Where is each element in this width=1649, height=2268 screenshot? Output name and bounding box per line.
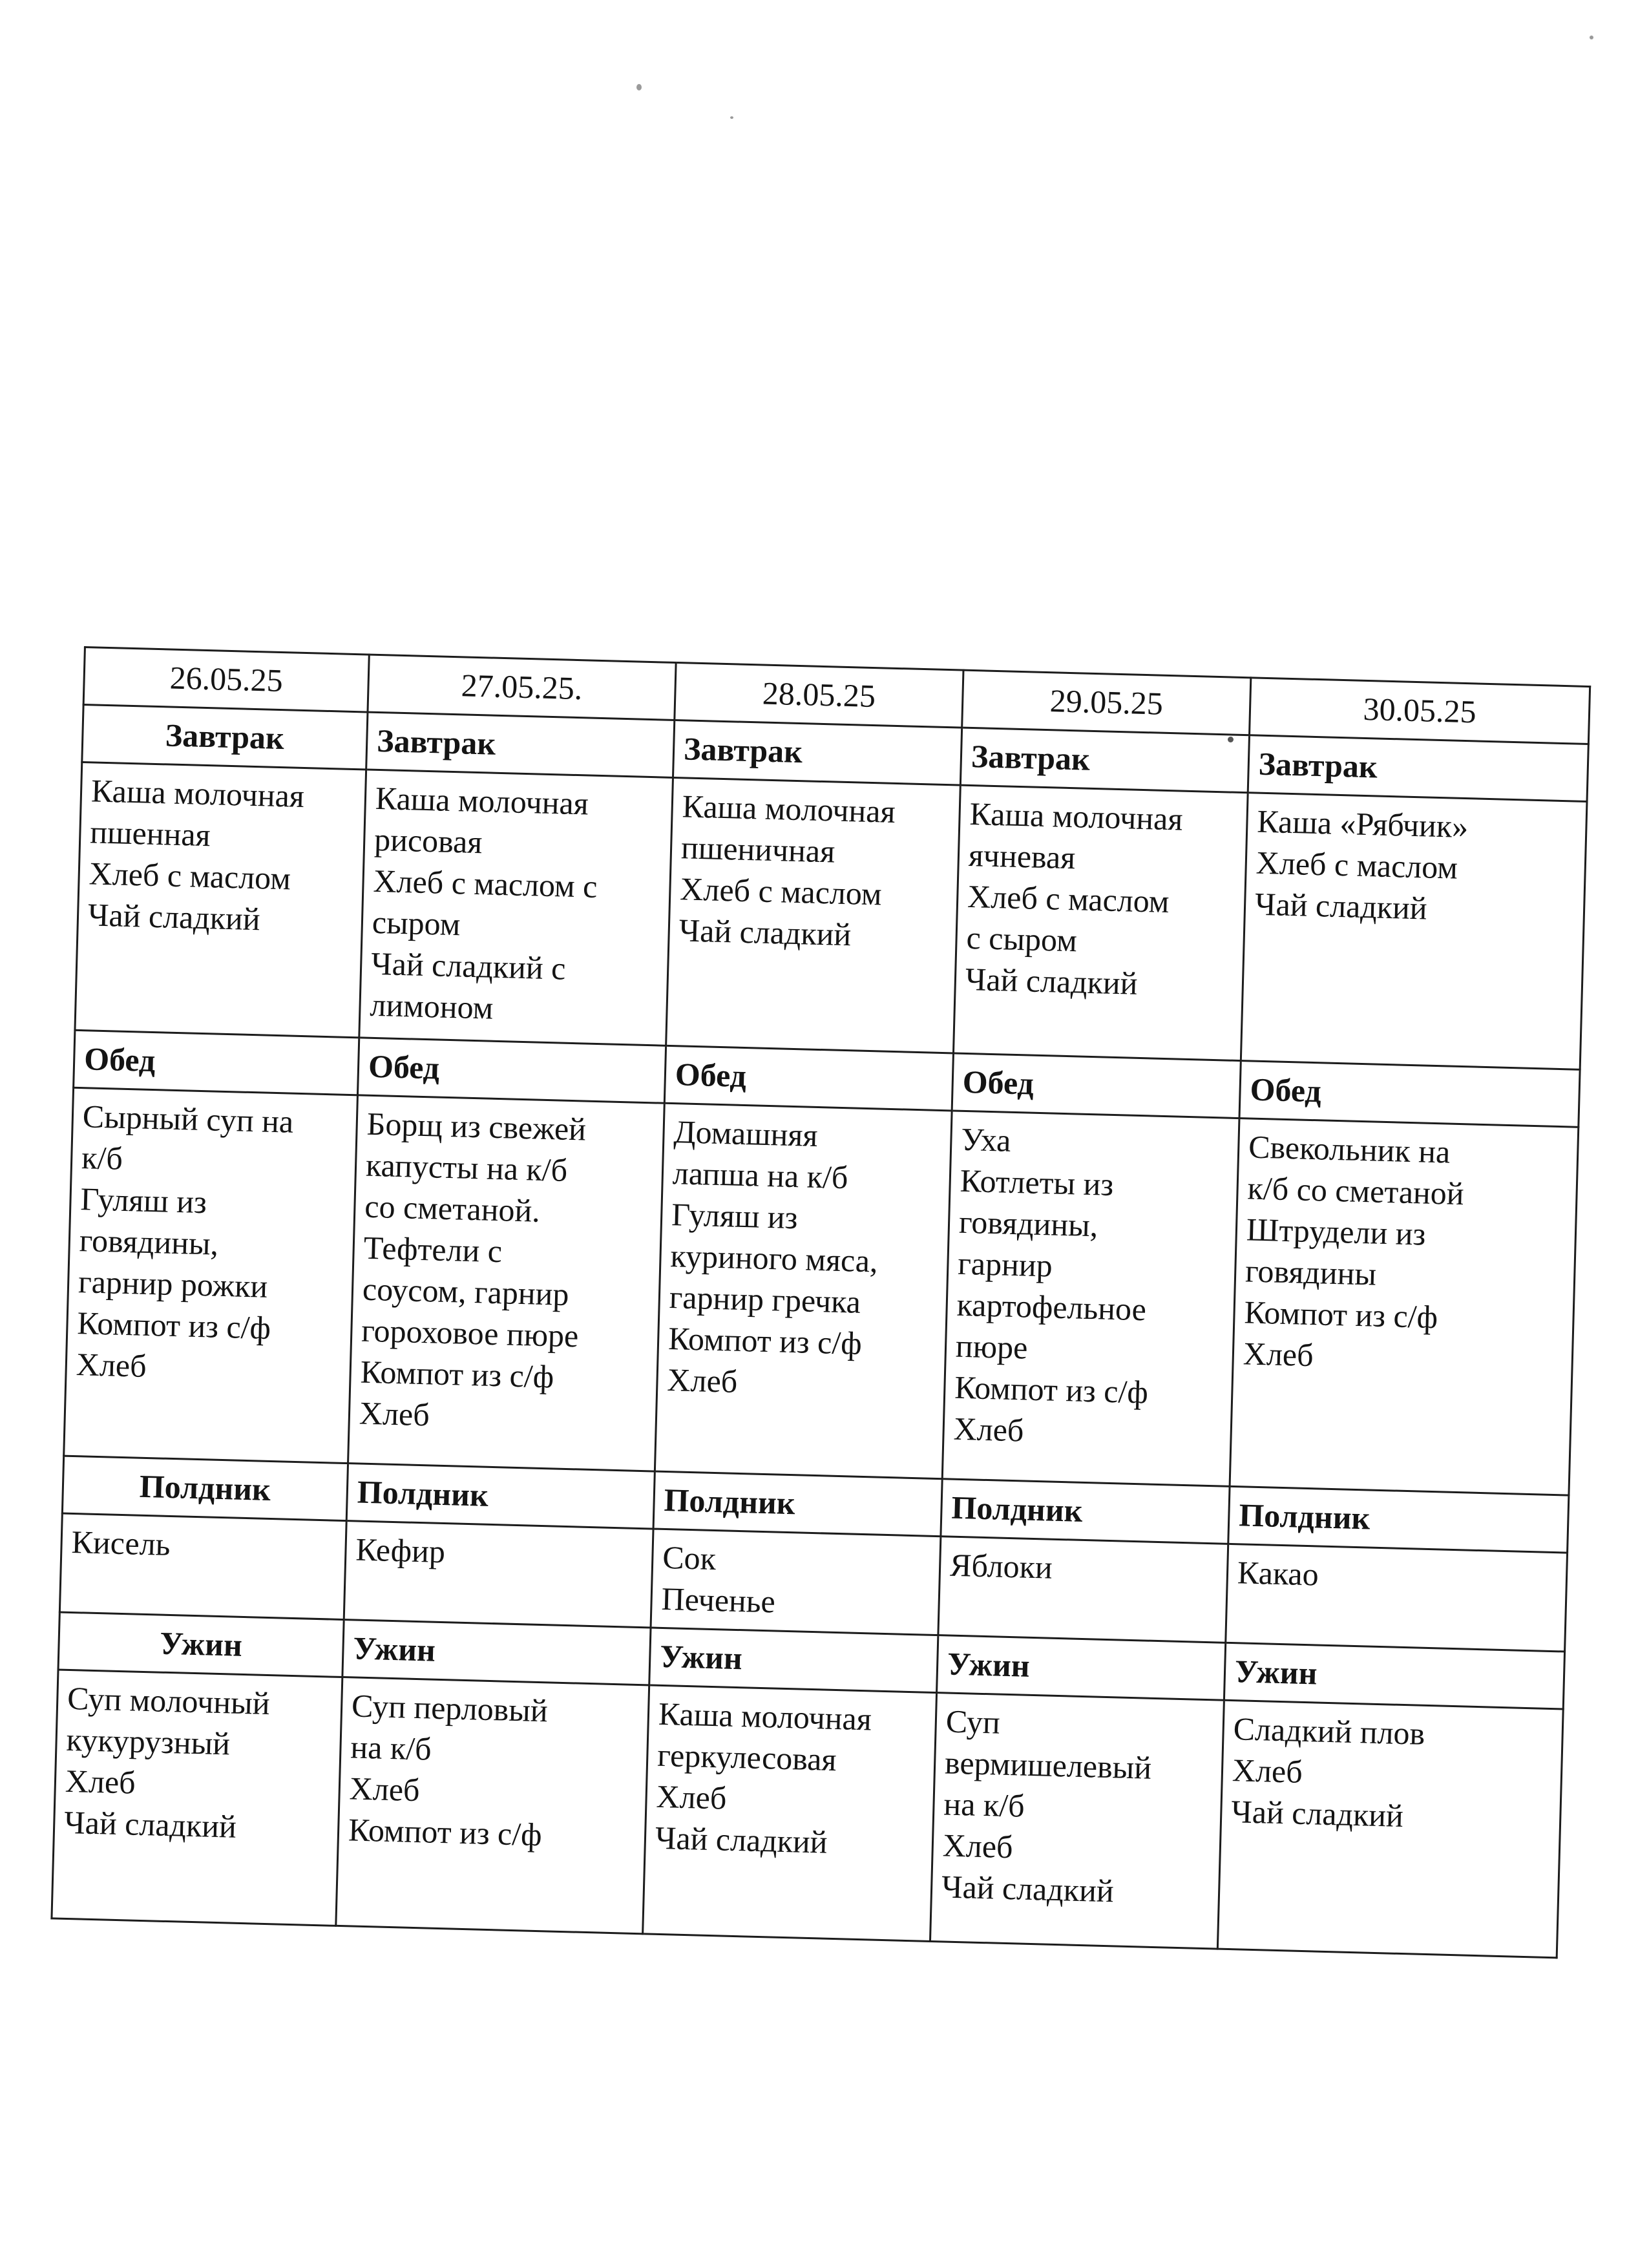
dish-line: ячневая [968, 836, 1076, 876]
dish-line: Чай сладкий [678, 912, 852, 953]
meal-header-snack: Полдник [653, 1471, 942, 1537]
dish-line: гарнир [957, 1244, 1053, 1284]
dish-line: Чай сладкий [965, 960, 1139, 1002]
meal-header-lunch: Обед [664, 1045, 953, 1111]
dish-line: картофельное [956, 1286, 1147, 1328]
breakfast-cell [1241, 793, 1587, 1070]
dish-line: к/б со сметаной [1246, 1170, 1465, 1212]
dish-line: Каша молочная [375, 779, 589, 822]
dish-line: Хлеб с маслом [89, 855, 291, 897]
meal-header-lunch: Обед [952, 1053, 1241, 1118]
dish-line: гороховое пюре [361, 1312, 580, 1354]
lunch-row [64, 1087, 1579, 1495]
dish-line: Компот из с/ф [360, 1353, 554, 1395]
dish-line: Хлеб с маслом [679, 870, 883, 912]
meal-header-dinner: Ужин [342, 1620, 651, 1685]
meal-header-dinner: Ужин [1224, 1643, 1564, 1709]
breakfast-row [75, 762, 1587, 1069]
dish-line: Хлеб [953, 1410, 1025, 1449]
dish-line: Хлеб [655, 1778, 728, 1816]
dinner-cell [336, 1677, 649, 1934]
dish-line: пюре [955, 1327, 1029, 1366]
dinner-row [52, 1670, 1563, 1958]
dish-line: Компот из с/ф [1243, 1294, 1438, 1336]
dish-line: Яблоки [949, 1546, 1053, 1586]
dish-line: Суп перловый [351, 1687, 549, 1729]
breakfast-cell [953, 785, 1248, 1061]
dish-line: на к/б [943, 1785, 1025, 1824]
snack-cell [938, 1537, 1228, 1643]
dish-line: Гуляш из [671, 1196, 799, 1236]
dish-line: Тефтели с [363, 1229, 503, 1270]
dish-line: Какао [1237, 1554, 1319, 1593]
dish-line: куриного мяса, [669, 1237, 879, 1279]
scan-speck [730, 116, 733, 119]
dish-line: Каша молочная [90, 772, 305, 814]
dish-line: сыром [372, 903, 461, 943]
dish-line: Чай сладкий с [370, 945, 567, 987]
dish-line: Компот из с/ф [348, 1811, 543, 1853]
dish-line: Хлеб [1232, 1752, 1303, 1790]
dish-line: капусты на к/б [365, 1146, 568, 1188]
dish-line: Хлеб с маслом [1255, 844, 1458, 886]
weekly-menu-table [50, 646, 1591, 1958]
dish-line: Хлеб [942, 1827, 1014, 1865]
dinner-cell [930, 1693, 1224, 1949]
meal-header-breakfast: Завтрак [673, 720, 961, 785]
dish-line: Каша «Рябчик» [1256, 803, 1469, 845]
meal-header-lunch: Обед [74, 1030, 359, 1095]
date-cell: 28.05.25 [675, 662, 963, 728]
dish-line: Сок [662, 1538, 717, 1577]
breakfast-cell [359, 770, 673, 1045]
dish-line: со сметаной. [364, 1188, 541, 1229]
meal-header-snack: Полдник [1228, 1486, 1569, 1553]
dish-line: Чай сладкий [63, 1803, 237, 1845]
menu-table-body [52, 647, 1590, 1958]
dish-line: Печенье [660, 1580, 776, 1620]
meal-header-snack: Полдник [346, 1464, 655, 1529]
dish-line: гарнир рожки [78, 1263, 268, 1305]
dish-line: пшеничная [680, 829, 835, 870]
dish-line: Хлеб [359, 1394, 430, 1433]
snack-cell [651, 1529, 941, 1635]
dish-line: Котлеты из [960, 1162, 1114, 1202]
dish-line: с сыром [965, 919, 1078, 959]
meal-header-snack: Полдник [62, 1456, 348, 1520]
dish-line: Хлеб с маслом с [372, 862, 598, 905]
date-cell: 30.05.25 [1250, 678, 1590, 744]
lunch-cell [942, 1111, 1239, 1486]
meal-header-breakfast: Завтрак [960, 728, 1249, 793]
dish-line: Хлеб [65, 1762, 136, 1801]
dish-line: Компот из с/ф [76, 1305, 271, 1346]
dish-line: Хлеб с маслом [967, 877, 1170, 920]
dish-line: Каша молочная [682, 788, 896, 830]
dish-line: Хлеб [349, 1770, 421, 1809]
dish-line: лапша на к/б [672, 1155, 849, 1196]
dish-line: Компот из с/ф [667, 1320, 863, 1361]
dish-line: Чай сладкий [655, 1819, 828, 1860]
dish-line: Сырный суп на [82, 1098, 294, 1140]
dish-line: Гуляш из [79, 1181, 207, 1221]
lunch-cell [64, 1087, 358, 1463]
dish-line: Борщ из свежей [366, 1105, 587, 1148]
meal-header-breakfast: Завтрак [1248, 735, 1588, 802]
dish-line: вермишелевый [944, 1744, 1152, 1786]
dish-line: Хлеб [666, 1361, 738, 1400]
dish-line: Штрудели из [1246, 1211, 1427, 1252]
dish-line: лимоном [369, 986, 494, 1026]
dish-line: Сладкий плов [1233, 1710, 1425, 1752]
date-cell: 27.05.25. [368, 655, 676, 720]
dish-line: геркулесовая [656, 1736, 837, 1778]
dinner-cell [52, 1670, 342, 1926]
dish-line: Уха [960, 1120, 1012, 1159]
dish-line: Кефир [355, 1531, 446, 1570]
date-cell: 29.05.25 [962, 670, 1251, 735]
dish-line: пшенная [89, 814, 211, 854]
dish-line: Чай сладкий [1230, 1793, 1404, 1834]
meal-header-lunch: Обед [357, 1038, 666, 1103]
meal-header-dinner: Ужин [58, 1612, 344, 1677]
dish-line: рисовая [373, 821, 483, 861]
dish-line: Чай сладкий [1254, 885, 1428, 927]
meal-header-dinner: Ужин [649, 1628, 938, 1693]
dish-line: Свекольник на [1248, 1128, 1451, 1170]
dish-line: Хлеб [1243, 1335, 1314, 1374]
dish-line: гарнир гречка [669, 1279, 861, 1320]
dish-line: говядины, [79, 1222, 219, 1262]
lunch-cell [655, 1103, 952, 1478]
dish-line: говядины [1245, 1252, 1377, 1292]
dish-line: Чай сладкий [941, 1868, 1115, 1909]
meal-header-snack: Полдник [941, 1479, 1230, 1544]
snack-cell [59, 1513, 346, 1619]
meal-header-breakfast: Завтрак [366, 712, 675, 777]
snack-cell [1226, 1544, 1568, 1652]
dish-line: Суп молочный [67, 1679, 271, 1722]
dish-line: Хлеб [76, 1346, 147, 1384]
breakfast-cell [666, 777, 961, 1053]
meal-header-breakfast: Завтрак [82, 705, 368, 770]
date-cell: 26.05.25 [83, 647, 369, 712]
dish-line: Каша молочная [658, 1695, 872, 1738]
dish-line: кукурузный [65, 1721, 231, 1762]
dinner-cell [1217, 1700, 1563, 1958]
snack-cell [344, 1521, 653, 1628]
menu-table-wrapper [50, 646, 1589, 1958]
dish-line: к/б [81, 1139, 123, 1177]
lunch-cell [1230, 1118, 1579, 1496]
scan-speck [636, 84, 642, 90]
breakfast-cell [75, 762, 366, 1037]
dish-line: Чай сладкий [87, 896, 261, 938]
dish-line: Каша молочная [969, 795, 1184, 837]
dish-line: Компот из с/ф [954, 1369, 1149, 1411]
dish-line: на к/б [350, 1728, 432, 1767]
dish-line: соусом, гарнир [362, 1270, 570, 1312]
dish-line: говядины, [958, 1203, 1099, 1244]
lunch-cell [348, 1095, 665, 1471]
scan-speck [1590, 36, 1593, 39]
meal-header-lunch: Обед [1239, 1061, 1580, 1128]
dish-line: Суп [945, 1703, 1001, 1741]
meal-header-dinner: Ужин [937, 1635, 1226, 1701]
dinner-cell [643, 1685, 937, 1942]
dish-line: Домашняя [673, 1113, 819, 1153]
dish-line: Кисель [70, 1523, 171, 1562]
